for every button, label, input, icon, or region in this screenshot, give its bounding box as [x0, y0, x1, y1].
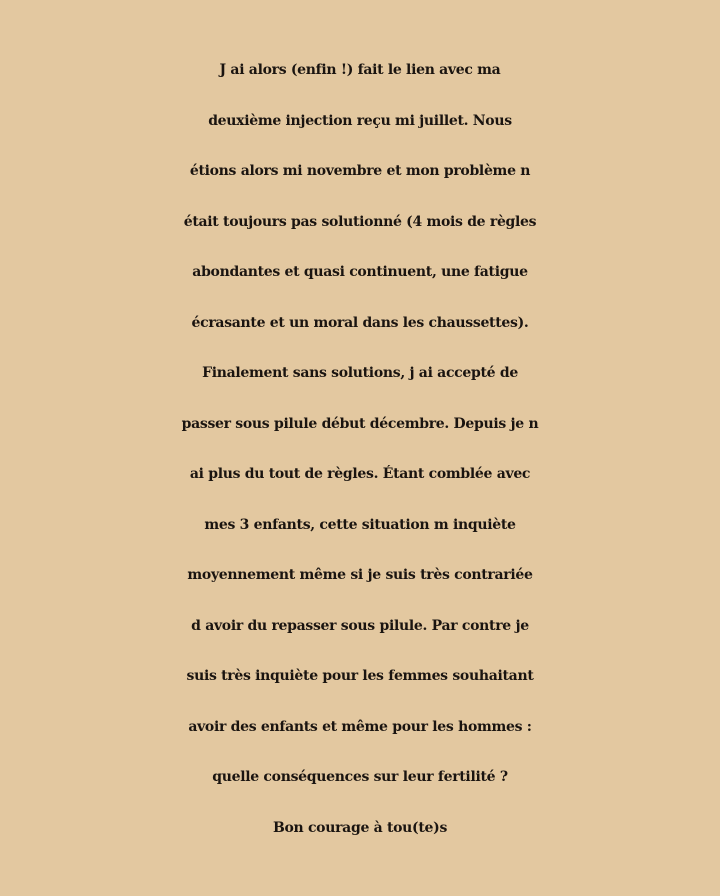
text-line-7: Finalement sans solutions, j ai accepté de — [202, 365, 518, 381]
text-line-3: étions alors mi novembre et mon problème n — [189, 163, 531, 179]
text-line-15: quelle conséquences sur leur fertilité ? — [212, 769, 508, 785]
text-line-2: deuxième injection reçu mi juillet. Nous — [208, 112, 512, 129]
text-line-12: d avoir du repasser sous pilule. Par contre je — [191, 617, 529, 634]
text-line-9: ai plus du tout de règles. Étant comblée avec — [189, 466, 531, 482]
text-line-6: écrasante et un moral dans les chaussettes). — [191, 314, 529, 331]
text-line-5: abondantes et quasi continuent, une fatigue — [192, 264, 528, 280]
text-line-4: était toujours pas solutionné (4 mois de règles — [183, 213, 537, 230]
text-line-14: avoir des enfants et même pour les hommes : — [188, 718, 532, 735]
testimony-text — [0, 45, 720, 853]
text-line-16: Bon courage à tou(te)s — [272, 819, 448, 836]
text-line-13: suis très inquiète pour les femmes souhaitant — [186, 668, 534, 684]
text-line-11: moyennement même si je suis très contrariée — [187, 567, 533, 583]
text-line-8: passer sous pilule début décembre. Depuis je n — [181, 415, 539, 432]
text-line-10: mes 3 enfants, cette situation m inquiète — [204, 516, 516, 533]
text-line-1: J ai alors (enfin !) fait le lien avec ma — [219, 62, 501, 78]
